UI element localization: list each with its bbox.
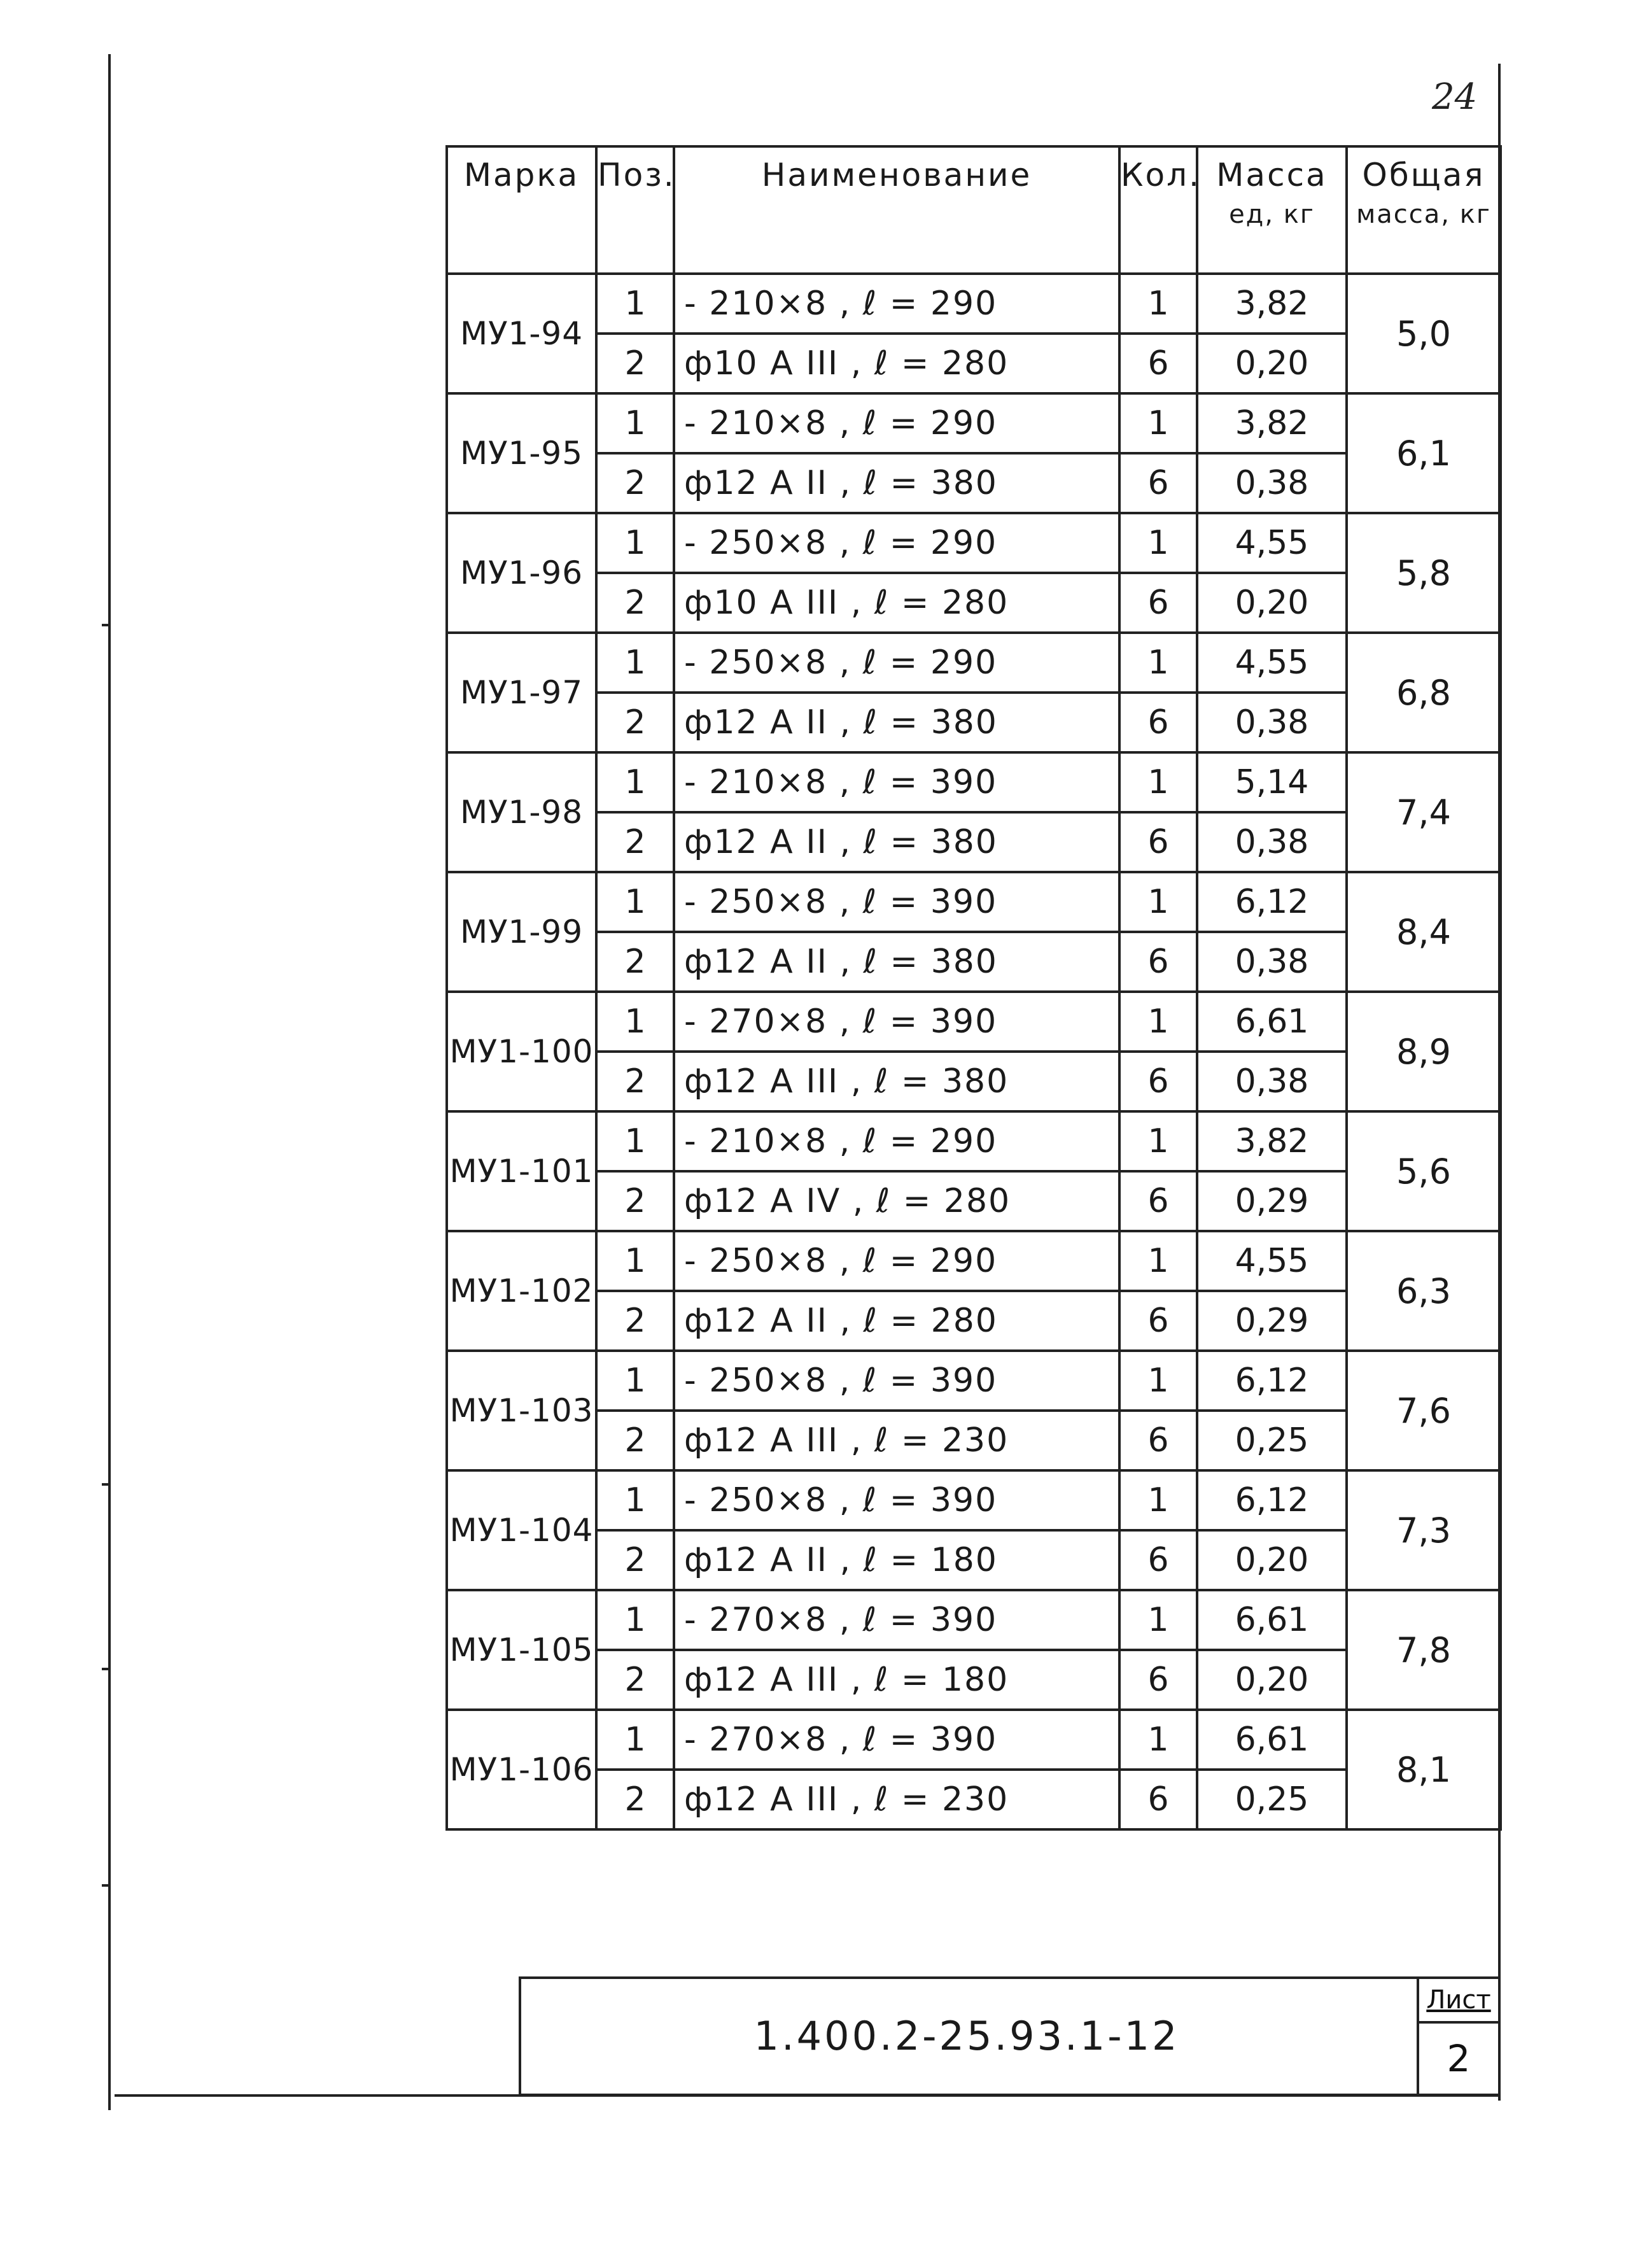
position-cell: 1 [596,752,674,812]
table-row [447,932,1501,992]
quantity-cell: 6 [1119,573,1197,633]
name-cell: ф10 А III , ℓ = 280 [674,334,1119,393]
binding-tick [102,1668,111,1670]
quantity-cell: 1 [1119,1470,1197,1530]
name-cell: ф10 А III , ℓ = 280 [674,573,1119,633]
table-row [447,274,1501,334]
header-name: Наименование [674,146,1119,274]
name-cell: ф12 А II , ℓ = 380 [674,453,1119,513]
sheet-number: 2 [1447,2037,1471,2080]
position-cell: 2 [596,1650,674,1710]
mark-cell: МУ1-94 [447,274,596,393]
name-cell: - 210×8 , ℓ = 390 [674,752,1119,812]
quantity-cell: 6 [1119,932,1197,992]
position-cell: 1 [596,513,674,573]
mark-cell: МУ1-98 [447,752,596,872]
table-body [447,274,1501,1829]
table-row [447,1052,1501,1111]
unit-mass-cell: 0,29 [1197,1291,1347,1351]
unit-mass-cell: 6,12 [1197,872,1347,932]
table-row [447,1710,1501,1770]
unit-mass-cell: 0,29 [1197,1171,1347,1231]
unit-mass-cell: 5,14 [1197,752,1347,812]
mark-cell: МУ1-96 [447,513,596,633]
quantity-cell: 6 [1119,1411,1197,1470]
name-cell: - 270×8 , ℓ = 390 [674,992,1119,1052]
quantity-cell: 1 [1119,274,1197,334]
quantity-cell: 1 [1119,513,1197,573]
name-cell: ф12 А III , ℓ = 380 [674,1052,1119,1111]
name-cell: - 250×8 , ℓ = 290 [674,633,1119,693]
name-cell: - 210×8 , ℓ = 290 [674,393,1119,453]
quantity-cell: 1 [1119,1111,1197,1171]
unit-mass-cell: 0,38 [1197,932,1347,992]
mark-cell: МУ1-104 [447,1470,596,1590]
mark-cell: МУ1-106 [447,1710,596,1829]
name-cell: - 210×8 , ℓ = 290 [674,274,1119,334]
name-cell: ф12 А II , ℓ = 180 [674,1530,1119,1590]
header-mark: Марка [447,146,596,274]
unit-mass-cell: 4,55 [1197,513,1347,573]
table-row [447,1231,1501,1291]
table-row [447,633,1501,693]
mark-cell: МУ1-97 [447,633,596,752]
name-cell: - 250×8 , ℓ = 290 [674,513,1119,573]
total-mass-cell: 7,4 [1347,752,1501,872]
mark-cell: МУ1-100 [447,992,596,1111]
frame-left-border [108,54,111,2110]
position-cell: 1 [596,393,674,453]
quantity-cell: 1 [1119,872,1197,932]
unit-mass-cell: 0,38 [1197,453,1347,513]
total-mass-cell: 8,1 [1347,1710,1501,1829]
table-row [447,1411,1501,1470]
quantity-cell: 6 [1119,1530,1197,1590]
mark-cell: МУ1-105 [447,1590,596,1710]
name-cell: - 250×8 , ℓ = 390 [674,872,1119,932]
unit-mass-cell: 6,12 [1197,1470,1347,1530]
total-mass-cell: 5,6 [1347,1111,1501,1231]
table-row [447,1770,1501,1829]
unit-mass-cell: 4,55 [1197,633,1347,693]
unit-mass-cell: 6,61 [1197,1710,1347,1770]
unit-mass-cell: 3,82 [1197,274,1347,334]
header-total-mass-unit: масса, кг [1356,200,1491,229]
position-cell: 2 [596,1171,674,1231]
quantity-cell: 1 [1119,1590,1197,1650]
table-row [447,1171,1501,1231]
name-cell: - 210×8 , ℓ = 290 [674,1111,1119,1171]
table-row [447,1650,1501,1710]
name-cell: - 250×8 , ℓ = 390 [674,1351,1119,1411]
quantity-cell: 1 [1119,633,1197,693]
name-cell: ф12 А III , ℓ = 180 [674,1650,1119,1710]
position-cell: 2 [596,932,674,992]
quantity-cell: 6 [1119,334,1197,393]
table-row [447,812,1501,872]
position-cell: 2 [596,573,674,633]
table-row [447,872,1501,932]
unit-mass-cell: 6,12 [1197,1351,1347,1411]
position-cell: 2 [596,812,674,872]
table-row [447,393,1501,453]
header-total-mass [1347,146,1501,274]
unit-mass-cell: 0,25 [1197,1411,1347,1470]
header-position: Поз. [596,146,674,274]
mark-cell: МУ1-99 [447,872,596,992]
position-cell: 2 [596,1291,674,1351]
total-mass-cell: 8,4 [1347,872,1501,992]
title-block [519,1976,1501,2096]
quantity-cell: 1 [1119,1710,1197,1770]
specification-table [445,145,1502,1831]
quantity-cell: 6 [1119,453,1197,513]
name-cell: - 250×8 , ℓ = 390 [674,1470,1119,1530]
sheet-label: Лист [1419,1979,1498,2024]
name-cell: - 270×8 , ℓ = 390 [674,1710,1119,1770]
unit-mass-cell: 0,25 [1197,1770,1347,1829]
table-row [447,1111,1501,1171]
quantity-cell: 6 [1119,693,1197,752]
name-cell: ф12 А II , ℓ = 280 [674,1291,1119,1351]
position-cell: 1 [596,1710,674,1770]
unit-mass-cell: 3,82 [1197,393,1347,453]
unit-mass-cell: 0,38 [1197,1052,1347,1111]
table-header [447,146,1501,274]
unit-mass-cell: 6,61 [1197,1590,1347,1650]
total-mass-cell: 6,8 [1347,633,1501,752]
position-cell: 1 [596,633,674,693]
position-cell: 1 [596,274,674,334]
table-row [447,1291,1501,1351]
unit-mass-cell: 0,20 [1197,1650,1347,1710]
quantity-cell: 6 [1119,1650,1197,1710]
name-cell: ф12 А IV , ℓ = 280 [674,1171,1119,1231]
quantity-cell: 6 [1119,812,1197,872]
mark-cell: МУ1-102 [447,1231,596,1351]
quantity-cell: 1 [1119,393,1197,453]
unit-mass-cell: 3,82 [1197,1111,1347,1171]
position-cell: 1 [596,872,674,932]
total-mass-cell: 7,8 [1347,1590,1501,1710]
position-cell: 1 [596,1111,674,1171]
header-total-mass-title: Общая [1362,157,1485,194]
header-unit-mass-unit: ед, кг [1229,200,1315,229]
name-cell: ф12 А II , ℓ = 380 [674,693,1119,752]
mark-cell: МУ1-103 [447,1351,596,1470]
quantity-cell: 6 [1119,1291,1197,1351]
position-cell: 1 [596,1351,674,1411]
mark-cell: МУ1-101 [447,1111,596,1231]
total-mass-cell: 7,6 [1347,1351,1501,1470]
position-cell: 1 [596,1590,674,1650]
mark-cell: МУ1-95 [447,393,596,513]
table-row [447,1590,1501,1650]
table-row [447,752,1501,812]
position-cell: 1 [596,1470,674,1530]
unit-mass-cell: 0,20 [1197,573,1347,633]
quantity-cell: 1 [1119,1231,1197,1291]
unit-mass-cell: 0,38 [1197,693,1347,752]
quantity-cell: 6 [1119,1770,1197,1829]
page-number: 24 [1432,76,1478,118]
table-row [447,573,1501,633]
binding-tick [102,624,111,626]
position-cell: 2 [596,693,674,752]
quantity-cell: 6 [1119,1171,1197,1231]
unit-mass-cell: 6,61 [1197,992,1347,1052]
table-row [447,513,1501,573]
position-cell: 2 [596,1530,674,1590]
name-cell: - 270×8 , ℓ = 390 [674,1590,1119,1650]
sheet-cell [1417,1979,1498,2094]
quantity-cell: 1 [1119,1351,1197,1411]
header-quantity: Кол. [1119,146,1197,274]
quantity-cell: 1 [1119,992,1197,1052]
header-unit-mass-title: Масса [1216,157,1328,194]
position-cell: 1 [596,1231,674,1291]
name-cell: ф12 А III , ℓ = 230 [674,1770,1119,1829]
name-cell: ф12 А III , ℓ = 230 [674,1411,1119,1470]
header-unit-mass [1197,146,1347,274]
document-code: 1.400.2-25.93.1-12 [753,2013,1180,2059]
unit-mass-cell: 0,20 [1197,1530,1347,1590]
total-mass-cell: 8,9 [1347,992,1501,1111]
total-mass-cell: 5,0 [1347,274,1501,393]
position-cell: 2 [596,453,674,513]
binding-tick [102,1483,111,1486]
unit-mass-cell: 4,55 [1197,1231,1347,1291]
total-mass-cell: 6,1 [1347,393,1501,513]
table-row [447,693,1501,752]
table-row [447,1351,1501,1411]
name-cell: - 250×8 , ℓ = 290 [674,1231,1119,1291]
binding-tick [102,1884,111,1887]
position-cell: 2 [596,1770,674,1829]
table-row [447,992,1501,1052]
table-row [447,334,1501,393]
table-row [447,453,1501,513]
table-row [447,1470,1501,1530]
table-row [447,1530,1501,1590]
position-cell: 2 [596,1411,674,1470]
unit-mass-cell: 0,38 [1197,812,1347,872]
total-mass-cell: 6,3 [1347,1231,1501,1351]
quantity-cell: 1 [1119,752,1197,812]
total-mass-cell: 5,8 [1347,513,1501,633]
position-cell: 2 [596,334,674,393]
unit-mass-cell: 0,20 [1197,334,1347,393]
position-cell: 2 [596,1052,674,1111]
position-cell: 1 [596,992,674,1052]
quantity-cell: 6 [1119,1052,1197,1111]
name-cell: ф12 А II , ℓ = 380 [674,812,1119,872]
name-cell: ф12 А II , ℓ = 380 [674,932,1119,992]
total-mass-cell: 7,3 [1347,1470,1501,1590]
